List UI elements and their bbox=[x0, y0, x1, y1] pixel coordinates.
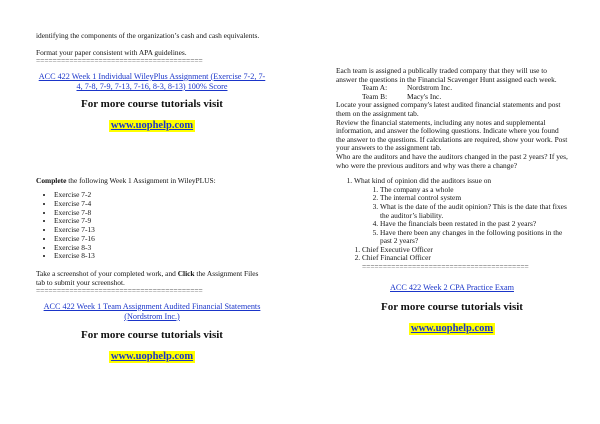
assignment-week2-cpa-link[interactable]: ACC 422 Week 2 CPA Practice Exam bbox=[390, 282, 514, 292]
review-text: Review the financial statements, including any notes and supplemental information, and answer the following questions. Indicate where you found the answer to the questions. If calculations are required, show your work. Post your answers to the assignment tab. bbox=[336, 117, 568, 153]
list-item: • Exercise 7-2 bbox=[54, 191, 268, 200]
screenshot-post: the Assignment Files tab to submit your screenshot. bbox=[36, 269, 259, 287]
officer-list bbox=[336, 246, 568, 272]
complete-rest: the following Week 1 Assignment in WileyPLUS: bbox=[66, 175, 216, 185]
list-item: • Exercise 7-9 bbox=[54, 217, 268, 226]
screenshot-pre: Take a screenshot of your completed work, and bbox=[36, 269, 178, 278]
auditors-text: Who are the auditors and have the auditors changed in the past 2 years? If yes, who were the previous auditors and why was there a change? bbox=[336, 151, 568, 170]
question-list bbox=[336, 177, 568, 246]
list-item: • Exercise 7-8 bbox=[54, 209, 268, 218]
team-a-company: Nordstrom Inc. bbox=[407, 83, 453, 93]
list-item: • Exercise 7-16 bbox=[54, 235, 268, 244]
intro-text: identifying the components of the organization’s cash and cash equivalents. bbox=[36, 31, 260, 40]
team-b-label: Team B: bbox=[362, 91, 388, 101]
list-item: 2. Chief Financial Officer bbox=[362, 254, 568, 263]
site-wrap bbox=[36, 115, 268, 133]
promo-text: For more course tutorials visit bbox=[81, 328, 223, 341]
left-page bbox=[36, 0, 268, 364]
list-item: • Exercise 7-13 bbox=[54, 226, 268, 235]
screenshot-bold: Click bbox=[177, 269, 195, 278]
sub-question-list bbox=[354, 186, 568, 246]
list-item: 5. Have there been any changes in the following positions in the past 2 years? bbox=[380, 229, 568, 246]
site-wrap bbox=[36, 346, 268, 364]
list-item: • Exercise 8-13 bbox=[54, 252, 268, 261]
locate-text: Locate your assigned company's latest audited financial statements and post them on the assignment tab. bbox=[336, 100, 561, 118]
list-item: • Exercise 8-3 bbox=[54, 244, 268, 253]
list-item: • Exercise 7-4 bbox=[54, 200, 268, 209]
promo-text: For more course tutorials visit bbox=[81, 97, 223, 110]
list-item bbox=[354, 177, 568, 246]
team-a-label: Team A: bbox=[362, 83, 388, 93]
complete-bold: Complete bbox=[36, 175, 67, 185]
promo-text: For more course tutorials visit bbox=[381, 300, 523, 313]
format-text: Format your paper consistent with APA guidelines. bbox=[36, 47, 187, 57]
site-link[interactable]: www.uophelp.com bbox=[110, 119, 194, 131]
question-text: What kind of opinion did the auditors issue on bbox=[354, 176, 492, 186]
assignment-week1-wileyplus-link[interactable]: ACC 422 Week 1 Individual WileyPlus Assignment (Exercise 7-2, 7-4, 7-8, 7-9, 7-13, 7-16, 8-3, 8-13) 100% Score bbox=[38, 71, 266, 91]
right-page bbox=[336, 0, 568, 336]
complete-instruction bbox=[36, 177, 268, 186]
list-item: 2. The internal control system bbox=[380, 194, 568, 203]
site-link[interactable]: www.uophelp.com bbox=[410, 322, 494, 334]
team-b-company: Macy's Inc. bbox=[407, 91, 442, 101]
site-wrap bbox=[336, 318, 568, 336]
list-item: 1. Chief Executive Officer bbox=[362, 246, 568, 255]
list-item: 1. The company as a whole bbox=[380, 186, 568, 195]
separator-rule: ======================================== bbox=[36, 57, 203, 66]
team-intro: Each team is assigned a publically traded company that they will use to answer the questions in the Financial Scavenger Hunt assigned each week. bbox=[336, 66, 557, 84]
list-item: 3. What is the date of the audit opinion? This is the date that fixes the auditor’s liability. bbox=[380, 203, 568, 220]
site-link[interactable]: www.uophelp.com bbox=[110, 350, 194, 362]
exercise-list bbox=[36, 191, 268, 261]
list-item: 4. Have the financials been restated in the past 2 years? bbox=[380, 220, 568, 229]
screenshot-instruction bbox=[36, 270, 268, 287]
separator-rule: ======================================== bbox=[36, 287, 203, 296]
assignment-week1-team-link[interactable]: ACC 422 Week 1 Team Assignment Audited Financial Statements (Nordstrom Inc.) bbox=[43, 301, 261, 321]
separator-rule: 3. ======================================== bbox=[362, 263, 568, 272]
